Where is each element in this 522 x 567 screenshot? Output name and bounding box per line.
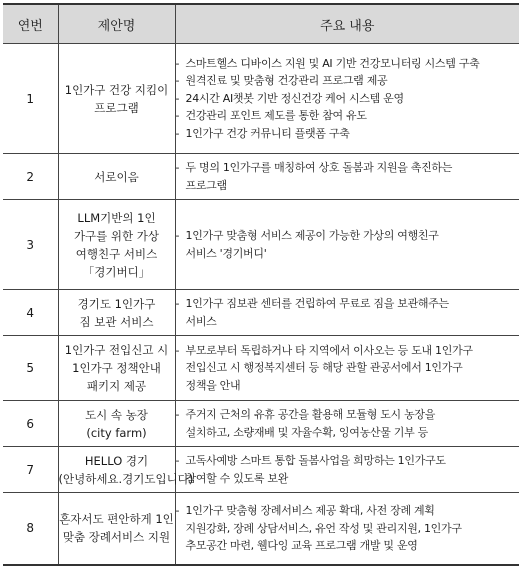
content-line: - 부모로부터 독립하거나 타 지역에서 이사오는 등 도내 1인가구	[185, 343, 473, 357]
content-line: - 건강관리 포인트 제도를 통한 참여 유도	[185, 109, 367, 123]
proposal-name	[58, 493, 175, 565]
content-list	[176, 452, 520, 487]
content-line: - 1인가구 맞춤형 서비스 제공이 가능한 가상의 여행친구	[185, 229, 439, 242]
table-wrapper	[3, 3, 519, 566]
proposal-content	[175, 336, 519, 401]
proposal-name-line: 경기도 1인가구	[77, 296, 156, 311]
proposal-name-line: 도시 속 농장	[85, 407, 148, 422]
content-line: 정책을 안내	[185, 378, 241, 392]
proposal-name	[58, 200, 175, 290]
header-name: 제안명	[58, 4, 175, 44]
proposal-name-line: (city farm)	[86, 425, 147, 440]
content-line: - 원격진료 및 맞춤형 건강관리 프로그램 제공	[185, 74, 388, 88]
content-item	[176, 55, 520, 73]
row-number: 1	[3, 44, 58, 154]
proposals-table	[3, 3, 519, 566]
proposal-name-line: (안녕하세요.경기도입니다)	[58, 471, 194, 486]
proposal-name-line: LLM기반의 1인	[77, 210, 156, 225]
proposal-name-line: 1인가구 정책안내	[72, 361, 161, 375]
content-item	[176, 159, 520, 194]
content-line: 참여할 수 있도록 보완	[185, 471, 289, 485]
proposal-name	[58, 447, 194, 493]
content-line: 추모공간 마련, 웰다잉 교육 프로그램 개발 및 운영	[185, 539, 418, 552]
content-item	[176, 342, 520, 395]
proposal-name-line: 1인가구 전입신고 시	[64, 343, 169, 357]
content-line: - 주거지 근처의 유휴 공간을 활용해 모듈형 도시 농장을	[185, 408, 436, 421]
content-line: 서비스 '경기버디'	[185, 246, 267, 260]
content-item	[176, 90, 520, 108]
row-number: 8	[3, 493, 58, 565]
content-list	[176, 502, 520, 555]
content-item	[176, 107, 520, 125]
table-header-row	[3, 4, 519, 44]
proposal-content	[175, 44, 519, 154]
content-item	[176, 452, 520, 487]
content-line: 전입신고 시 행정복지센터 등 해당 관할 관공서에서 1인가구	[185, 361, 463, 375]
proposal-name-line: 패키지 제공	[86, 379, 147, 393]
row-number: 5	[3, 336, 58, 401]
content-line: - 스마트헬스 디바이스 지원 및 AI 기반 건강모니터링 시스템 구축	[185, 56, 480, 70]
proposal-name-line: 가구를 위한 가상	[73, 228, 160, 243]
header-no: 연번	[3, 4, 58, 44]
content-item	[176, 406, 520, 441]
proposal-content	[175, 290, 519, 336]
proposal-name-line: 1인가구 건강 지킴이	[64, 82, 169, 97]
content-item	[176, 227, 520, 262]
proposal-name-line: 서로이음	[94, 169, 139, 184]
table-row	[3, 290, 519, 336]
content-line: - 고독사예방 스마트 통합 돌봄사업을 희망하는 1인가구도	[185, 454, 446, 467]
table-row	[3, 336, 519, 401]
header-content: 주요 내용	[175, 4, 519, 44]
proposal-name-line: 맞춤 장례서비스 지원	[62, 530, 171, 545]
content-list	[176, 295, 520, 330]
content-list	[176, 55, 520, 143]
content-list	[176, 406, 520, 441]
row-number: 6	[3, 401, 58, 447]
content-line: 설치하고, 소량재배 및 자율수확, 잉여농산물 기부 등	[185, 425, 428, 439]
content-item	[176, 72, 520, 90]
proposal-content	[175, 493, 519, 565]
proposal-name	[58, 154, 175, 200]
content-line: 프로그램	[185, 178, 227, 192]
content-line: - 1인가구 맞춤형 장례서비스 제공 확대, 사전 장례 계획	[185, 504, 435, 517]
table-body	[3, 44, 519, 565]
content-line: 지원강화, 장례 상담서비스, 유언 작성 및 관리지원, 1인가구	[185, 521, 462, 535]
proposal-content	[175, 401, 519, 447]
proposal-name-line: 「경기버디」	[82, 264, 151, 279]
content-list	[176, 342, 520, 395]
content-line: - 1인가구 건강 커뮤니티 플랫폼 구축	[185, 126, 350, 140]
content-item	[176, 502, 520, 555]
proposal-name	[58, 401, 175, 447]
table-row	[3, 44, 519, 154]
row-number: 2	[3, 154, 58, 200]
table-row	[3, 493, 519, 565]
content-line: - 24시간 AI챗봇 기반 정신건강 케어 시스템 운영	[185, 91, 404, 105]
proposal-name	[58, 44, 175, 154]
table-row	[3, 447, 519, 493]
proposal-name-line: HELLO 경기	[84, 453, 149, 468]
row-number: 3	[3, 200, 58, 290]
table-row	[3, 154, 519, 200]
content-item	[176, 295, 520, 330]
table-row	[3, 401, 519, 447]
proposal-name-line: 혼자서도 편안하게 1인	[59, 512, 174, 527]
content-line: - 1인가구 짐보관 센터를 건립하여 무료로 짐을 보관해주는	[185, 297, 449, 310]
content-list	[176, 159, 520, 194]
row-number: 4	[3, 290, 58, 336]
proposal-name-line: 여행친구 서비스	[75, 246, 158, 261]
content-line: - 두 명의 1인가구를 매칭하여 상호 돌봄과 지원을 촉진하는	[185, 161, 453, 174]
proposal-name-line: 짐 보관 서비스	[79, 314, 154, 329]
proposal-content	[175, 200, 519, 290]
content-line: 서비스	[185, 314, 217, 328]
content-item	[176, 125, 520, 143]
proposal-name	[58, 336, 175, 401]
proposal-name-line: 프로그램	[94, 100, 139, 115]
proposal-name	[58, 290, 175, 336]
row-number: 7	[3, 447, 58, 493]
table-row	[3, 200, 519, 290]
proposal-content	[175, 447, 519, 493]
proposal-content	[175, 154, 519, 200]
content-list	[176, 227, 520, 262]
